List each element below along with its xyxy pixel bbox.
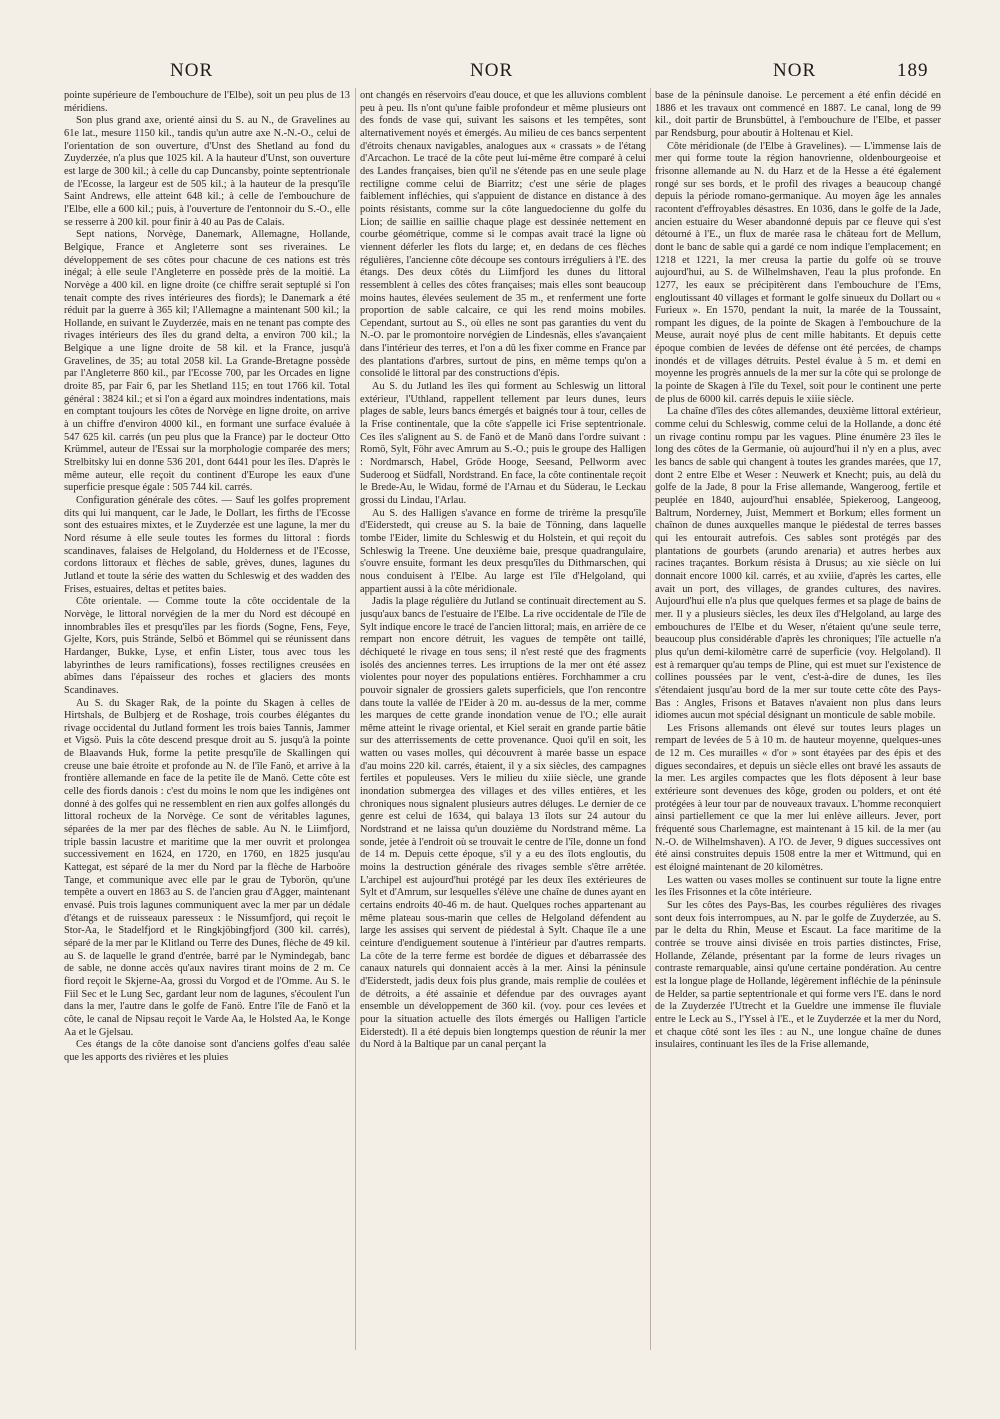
paragraph: Côte orientale. — Comme toute la côte occidentale de la Norvège, le littoral norvégien de la mer du Nord est découpé en innombrables îles et presqu'îles par les fiords (Sogne, Fens, Feye, Gjelte, Kors, puis Strände, Selbö et Bömmel qui se réunissent dans Hardanger, Bukke, Lyse, et enfin Lister, tous avec tous les labyrinthes de leurs ramifications), fosses rectilignes creusées en abîmes dans l'épaisseur des roches et glaciers des monts Scandinaves. [64, 596, 350, 696]
paragraph: pointe supérieure de l'embouchure de l'Elbe), soit un peu plus de 13 méridiens. [64, 90, 350, 114]
paragraph: Ces étangs de la côte danoise sont d'anciens golfes d'eau salée que les apports des rivières et les pluies [64, 1039, 350, 1063]
paragraph: ont changés en réservoirs d'eau douce, et que les alluvions comblent peu à peu. Ils n'ont qu'une faible profondeur et même plusieurs ont des fonds de vase qui, suivant les saisons et les tempêtes, sont alternativement noyés et émergés. Au milieu de ces bancs serpentent d'étroits chenaux navigables, analogues aux « crassats » de l'étang d'Arcachon. Le tracé de la côte peut lui-même être comparé à celui des Landes françaises, bien qu'il ne s'étende pas en une seule plage rectiligne comme celui de Biarritz; c'est une série de plages faiblement infléchies, qui s'appuient de distance en distance à des points résistants, comme sur la côte languedocienne du golfe du Lion; de saillie en saillie chaque plage est dessinée nettement en courbe géométrique, comme si le compas avait tracé la ligne où viennent déferler les flots du large; et, en dedans de ces flèches régulières, l'ancienne côte découpe ses contours irréguliers à l'E. des étangs. Des deux côtés du Liimfjord les dunes du littoral ressemblent à celles des côtes françaises; mais elles sont beaucoup moins hautes, élevées seulement de 35 m., et renferment une forte proportion de sable calcaire, ce qui les rend moins mobiles. Cependant, surtout au S., où elles ne sont pas garanties du vent du N.-O. par le promontoire norvégien de Lindesnäs, elles s'avançaient dans l'intérieur des terres, et l'on a dû les fixer comme en France par des plantations d'arbres, surtout de pins, en même temps qu'on a consolidé le littoral par des constructions d'épis. [360, 90, 646, 380]
header-center-word: NOR [470, 60, 514, 81]
paragraph: Côte méridionale (de l'Elbe à Gravelines). — L'immense lais de mer qui forme toute la région hanovrienne, oldenbourgeoise et frisonne allemande au N. du Harz et de la Hesse a été également rongé sur ses bords, et le profil des rivages a beaucoup changé depuis la période romano-germanique. Au moyen âge les annales racontent d'effroyables désastres. En 1036, dans le golfe de la Jade, ancien estuaire du Weser abandonné depuis par ce fleuve qui s'est détourné à l'E., un flux de marée rasa le château fort de Mellum, dont le banc de sable qui a gardé ce nom indique l'emplacement; en 1218 et 1221, la mer creusa la partie du golfe où se trouve aujourd'hui, au S. de Wilhelmshaven, l'eau la plus profonde. En 1277, les eaux se précipitèrent dans l'embouchure de l'Ems, engloutissant 40 villages et formant le golfe sinueux du Dollart ou « Furieux ». En 1570, pendant la nuit, la marée de la Toussaint, rompant les digues, de la pointe de Skagen à l'embouchure de la Meuse, aurait noyé plus de cent mille habitants. Et depuis cette époque combien de levées de défense ont été percées, de champs inondés et de villages détruits. Pestel évalue à 5 m. et demi en moyenne les progrès annuels de la mer sur la côte qui se prolonge de la pointe de Skagen à l'île du Texel, soit pour le continent une perte de plus de 6000 kil. carrés depuis le xiiie siècle. [655, 140, 941, 405]
paragraph: La chaîne d'îles des côtes allemandes, deuxième littoral extérieur, comme celui du Schleswig, comme celui de la Hollande, a donc été un rivage continu rompu par les vagues. Pline énumère 23 îles le long des côtes de la Germanie, où aujourd'hui il n'y en a plus, avec les bancs de sable qui changent à toutes les grandes marées, que 17, dont 2 entre Elbe et Weser : Neuwerk et Knecht; puis, au delà du golfe de la Jade, 8 pour la Frise allemande, Wangeroog, fertile et peuplée en 1840, aujourd'hui ensablée, Spiekeroog, Langeoog, Baltrum, Norderney, Juist, Memmert et Borkum; elles forment un chaînon de dunes auxquelles manque le piédestal de terres basses qui les entourait autrefois. Ces sables sont protégés par des plantations de gourbets (arundo arenaria) et autres herbes aux racines traçantes. Borkum résista à Drusus; au xie siècle on lui donnait encore 1000 kil. carrés, et au xviiie, d'après les cartes, elle avait un port, des villages, de grandes cultures, des navires. Aujourd'hui elle n'a plus que quelques fermes et sa plage de bains de mer. Il y a plusieurs siècles, les deux îles d'Helgoland, au large des embouchures de l'Elbe et du Weser, n'étaient qu'une seule terre, beaucoup plus considérable d'après les chroniques; l'île actuelle n'a plus qu'un demi-kilomètre carré de superficie (voy. Helgoland). Il est à remarquer qu'au temps de Pline, qui est muet sur l'existence de collines poussées par le vent, c'est-à-dire de dunes, les îles s'étendaient jusqu'au bord de la mer sur toute cette côte des Pays-Bas : Angles, Frisons et Bataves n'avaient non plus dans leurs idiomes aucun mot spécial désignant un monticule de sable mobile. [655, 406, 941, 722]
text-column-1 [64, 90, 350, 1360]
paragraph: Sur les côtes des Pays-Bas, les courbes régulières des rivages sont deux fois interrompues, au N. par le golfe de Zuyderzée, au S. par le delta du Rhin, Meuse et Escaut. La face maritime de la contrée se trouve ainsi divisée en trois parties distinctes, Frise, Hollande, Zélande, présentant par la forme de leurs rivages un contraste remarquable, ainsi qu'une certaine pondération. Au centre est la longue plage de Hollande, légèrement infléchie de la péninsule de Helder, sa partie septentrionale et qui forme vers l'E. dans le nord de la Zuyderzée l'Utrecht et la Gueldre une immense île fluviale entre le Leck au S., l'Yssel à l'E., et le Zuyderzée et la mer du Nord, et chaque côté sont les îles : au N., une longue chaîne de dunes insulaires, continuant les îles de la Frise allemande, [655, 900, 941, 1051]
paragraph: Les Frisons allemands ont élevé sur toutes leurs plages un rempart de levées de 5 à 10 m. de hauteur moyenne, quelques-unes de 12 m. Ces murailles « d'or » sont étayées par des épis et des digues secondaires, et depuis un siècle elles ont bravé les assauts de la mer. Les argiles compactes que les flots déposent à leur base extérieure sont devenues des kôge, groden ou polders, et ont été protégées à leur tour par de nouveaux travaux. L'homme reconquiert ainsi partiellement ce que la mer lui enlève ailleurs. Jever, port fréquenté sous Charlemagne, est maintenant à 15 kil. de la mer (au N.-O. de Wilhelmshaven). A l'O. de Jever, 9 digues successives ont été ainsi construites depuis 1508 entre la mer et Wittmund, qui en est éloigné maintenant de 20 kilomètres. [655, 722, 941, 874]
column-divider [650, 88, 651, 1350]
page-number: 189 [897, 60, 929, 81]
paragraph: Son plus grand axe, orienté ainsi du S. au N., de Gravelines au 61e lat., mesure 1150 kil., tandis qu'un autre axe N.-N.-O., celui de l'orientation de son ouverture, d'Unst des Shetland au fond du Zuyderzée, n'a plus que 1025 kil. A la hauteur d'Unst, son ouverture est large de 300 kil.; à celle du cap Duncansby, pointe septentrionale de l'Ecosse, la largeur est de 505 kil.; à la hauteur de la presqu'île Saint Andrews, elle atteint 648 kil.; à celle de l'embouchure de l'Elbe, elle a 600 kil.; puis, à l'ouverture de l'entonnoir du S.-O., elle se resserre à 200 kil. pour finir à 40 au Pas de Calais. [64, 115, 350, 228]
paragraph: Les watten ou vases molles se continuent sur toute la ligne entre les îles Frisonnes et la côte intérieure. [655, 874, 941, 899]
header-left-word: NOR [170, 60, 214, 81]
text-column-3 [655, 90, 941, 1360]
paragraph: Configuration générale des côtes. — Sauf les golfes proprement dits qui lui manquent, car le Jade, le Dollart, les firths de l'Ecosse sont des estuaires mixtes, et le Zuyderzée est une lagune, la mer du Nord résume à elle seule toutes les formes du littoral : fiords scandinaves, falaises de Helgoland, du Holderness et de l'Ecosse, cordons littoraux et flèches de sable, grèves, dunes, lagunes du Jutland et toute la série des watten du Schleswig et des wadden des Frises, estuaires, deltas et petites baies. [64, 495, 350, 595]
running-header [0, 60, 1000, 90]
paragraph: Au S. des Halligen s'avance en forme de trirème la presqu'île d'Eiderstedt, qui creuse au S. la baie de Tönning, dans laquelle tombe l'Eider, limite du Schleswig et du Holstein, et qui reçoit du Schleswig la Treene. Une deuxième baie, presque quadrangulaire, s'ouvre ensuite, formant les deux presqu'îles du Dithmarschen, qui nous conduisent à l'Elbe. Au large est l'île d'Helgoland, qui appartient aussi à la côte méridionale. [360, 507, 646, 595]
paragraph: Au S. du Jutland les îles qui forment au Schleswig un littoral extérieur, l'Uthland, rappellent tellement par leurs dunes, leurs plages de sable, leurs bancs émergés et baignés tour à tour, celles de la Frise continentale, que la côte s'appelle ici Frise septentrionale. Ces îles s'alignent au S. de Fanö et de Manö dans l'ordre suivant : Romö, Sylt, Föhr avec Amrum au S.-O.; puis le groupe des Halligen : Nordmarsch, Habel, Gröde Hooge, Seesand, Pellworm avec Suderoog et Südfall, Nordstrand. En face, la côte continentale reçoit le Brede-Au, le Widau, formé de l'Arnau et du Süderau, le Leckau grossi du Lindau, l'Arlau. [360, 381, 646, 506]
paragraph: Au S. du Skager Rak, de la pointe du Skagen à celles de Hirtshals, de Bulbjerg et de Roshage, trois courbes élégantes du rivage occidental du Jutland forment les trois baies Tannis, Jammer et Vigsö. Puis la côte descend presque droit au S. jusqu'à la pointe de Blaavands Huk, forme la petite presqu'île de Skallingen qui creuse une baie étroite et profonde au N. de l'île Fanö, et arrive à la frontière allemande en face de la petite île de Manö. Cette côte est celle des fiords danois : c'est du moins le nom que les indigènes ont donné à des golfes qui ne ressemblent en rien aux golfes allongés du littoral rocheux de la Norvège. Ce sont de véritables lagunes, séparées de la mer par des flèches de sable. Au N. le Liimfjord, triple bassin lacustre et maritime que la mer ouvrit et prolongea successivement en 1624, en 1720, en 1760, en 1825 jusqu'au Kattegat, est séparé de la mer du Nord par la flèche de Harboöre Tange, et communique avec elle par le grau de Tyborön, qu'une tempête a ouvert en 1863 au S. de l'ancien grau d'Agger, maintenant envasé. Puis trois lagunes communiquent avec la mer par un dédale d'étangs et de ruisseaux paresseux : le Nissumfjord, qui reçoit le Stor-Aa, le Stadelfjord et le Ringkjöbingfjord (300 kil. carrés), séparé de la mer par le Klitland ou Terre des Dunes, flèche de 49 kil. au S. de laquelle le grand d'entrée, barré par le Nymindegab, banc de sable, ne donne accès qu'aux navires tirant moins de 2 m. Ce fiord reçoit le Skjerne-Aa, grossi du Vorgod et de l'Omme. Au S. le Fiil Sec et le Lung Sec, gardant leur nom de lagunes, s'écoulent l'un dans la mer, l'autre dans le golfe de Fanö. Entre l'île de Fanö et la côte, le canal de Nipsau reçoit le Varde Aa, le Holsted Aa, le Konge Aa et le Gjelsau. [64, 697, 350, 1038]
text-column-2 [360, 90, 646, 1360]
paragraph: Jadis la plage régulière du Jutland se continuait directement au S. jusqu'aux bancs de l'estuaire de l'Elbe. La rive occidentale de l'île de Sylt indique encore le tracé de l'ancien littoral; mais, en arrière de ce rempart non encore détruit, les vagues de tempête ont taillé, déchiqueté le rivage en tous sens; il n'est resté que des fragments isolés des anciennes terres. Les irruptions de la mer ont été assez violentes pour noyer des populations entières. Forchhammer a cru pouvoir signaler de grossiers galets superficiels, que l'on rencontre dans toute la vallée de l'Eider à 20 m. au-dessus de la mer, comme les marques de cette grande inondation venue de l'O.; elle aurait même atteint le rivage oriental, et Kiel serait en grande partie bâtie sur des atterrissements de cette provenance. Quoi qu'il en soit, les watten ou vases molles, qui découvrent à marée basse un espace d'au moins 220 kil. carrés, étaient, il y a six siècles, des campagnes fertiles et populeuses. Vers le milieu du xiiie siècle, une grande inondation submergea des villages et des villes entières, et les chroniques nous signalent plusieurs autres déluges. Le dernier de ce genre est celui de 1634, qui balaya 13 îlots sur 24 autour du Nordstrand et ne laissa qu'un douzième du Nordstrand même. La sonde, jetée à l'endroit où se trouvait le centre de l'île, donne un fond de 14 m. Depuis cette époque, s'il y a eu des îlots engloutis, du moins la destruction générale des rivages semble s'être arrêtée. L'archipel est aujourd'hui protégé par les deux îles extérieures de Sylt et d'Amrum, sur lesquelles s'élève une chaîne de dunes ayant en certains endroits 40-46 m. de haut. Quelques roches appartenant au même plateau sous-marin que celles de Helgoland défendent au large les assises qui servent de piédestal à Sylt. Chaque île a une ceinture d'endiguement soutenue à l'intérieur par d'autres remparts. La côte de la terre ferme est bordée de digues et débarrassée des canaux naturels qui donnaient accès à la mer. Ainsi la péninsule d'Eiderstedt, jadis deux fois plus grande, mais remplie de coulées et de détroits, a été assainie et défendue par des ouvrages ayant ensemble un développement de 360 kil. (voy. pour ces levées et pour la situation actuelle des îlots émergés ou Halligen l'article Eiderstedt). Il a été depuis bien longtemps question de réunir la mer du Nord à la Baltique par un canal perçant la [360, 596, 646, 1051]
paragraph: Sept nations, Norvège, Danemark, Allemagne, Hollande, Belgique, France et Angleterre sont ses riveraines. Le développement de ses côtes pour chacune de ces nations est très inégal; à elle seule l'Angleterre en possède près de la moitié. La Norvège a 400 kil. en ligne droite (ce chiffre serait septuplé si l'on tenait compte des rives intérieures des fiords); le Danemark a été réduit par la guerre à 365 kil; l'Allemagne a maintenant 500 kil.; la Hollande, en suivant le Zuyderzée, mais en ne tenant pas compte des rivages intérieurs des îles du grand delta, a environ 700 kil.; la Belgique a une ligne droite de 58 kil. et la France, jusqu'à Gravelines, de 35; au total 2058 kil. La Grande-Bretagne possède par l'Angleterre 860 kil., par l'Ecosse 700, par les Orcades en ligne droite 85, par Fair 6, par les Shetland 115; en tout 1766 kil. Total général : 3824 kil.; et si l'on a égard aux moindres indentations, mais en comptant toujours les côtes de Norvège en ligne droite, on arrive à un chiffre d'environ 4000 kil., en formant une surface évaluée à 547 625 kil. carrés (un peu plus que la France) par le docteur Otto Krümmel, auteur de l'Essai sur la morphologie comparée des mers; Strelbitsky lui en donne 536 201, dont 6441 pour les îles. D'après le même auteur, elle reçoit du continent d'Europe les eaux d'une superficie presque égale : 505 744 kil. carrés. [64, 229, 350, 494]
header-right-word: NOR [773, 60, 817, 81]
column-divider [355, 88, 356, 1350]
paragraph: base de la péninsule danoise. Le percement a été enfin décidé en 1886 et les travaux ont commencé en 1887. Le canal, long de 99 kil., doit partir de Brunsbüttel, à l'embouchure de l'Elbe, et passer par Rendsburg, pour aboutir à Holtenau et Kiel. [655, 90, 941, 139]
